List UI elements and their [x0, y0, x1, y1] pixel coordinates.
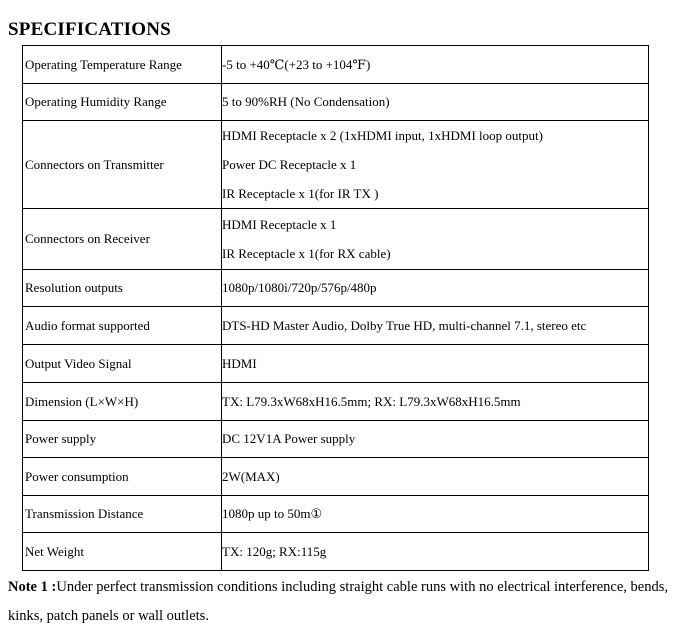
spec-value: Power DC Receptacle x 1: [222, 156, 357, 172]
spec-value: IR Receptacle x 1(for RX cable): [222, 245, 391, 261]
spec-value: -5 to +40℃(+23 to +104℉): [222, 56, 371, 72]
spec-label: Operating Temperature Range: [23, 46, 222, 84]
spec-value-cell: [222, 46, 649, 84]
spec-value: TX: 120g; RX:115g: [222, 543, 327, 559]
spec-row: [23, 209, 649, 270]
spec-label: Operating Humidity Range: [23, 84, 222, 121]
spec-row: [23, 496, 649, 533]
spec-label: Net Weight: [23, 533, 222, 571]
spec-value: 1080p/1080i/720p/576p/480p: [222, 280, 377, 295]
spec-row: [23, 345, 649, 383]
spec-label: Output Video Signal: [23, 345, 222, 383]
spec-row: [23, 458, 649, 496]
spec-value-cell: [222, 209, 649, 270]
spec-value: TX: L79.3xW68xH16.5mm; RX: L79.3xW68xH16.5mm: [222, 393, 521, 409]
footnote-text: Under perfect transmission conditions including straight cable runs with no electrical interference, bends, kinks, patch panels or wall outlets.: [8, 579, 668, 624]
spec-row: [23, 46, 649, 84]
spec-value-cell: [222, 84, 649, 121]
spec-label: Resolution outputs: [23, 270, 222, 307]
spec-label: Connectors on Transmitter: [23, 121, 222, 209]
spec-label: Dimension (L×W×H): [23, 383, 222, 421]
spec-label: Audio format supported: [23, 307, 222, 345]
spec-value: DTS-HD Master Audio, Dolby True HD, multi-channel 7.1, stereo etc: [222, 317, 587, 333]
spec-label: Transmission Distance: [23, 496, 222, 533]
spec-value-cell: [222, 345, 649, 383]
spec-row: [23, 421, 649, 458]
spec-value-cell: [222, 421, 649, 458]
page-title: SPECIFICATIONS: [8, 19, 171, 40]
spec-row: [23, 307, 649, 345]
spec-value-cell: [222, 458, 649, 496]
footnote: [8, 573, 668, 631]
spec-value: 1080p up to 50m①: [222, 506, 323, 521]
spec-value: 5 to 90%RH (No Condensation): [222, 94, 390, 109]
spec-value-cell: [222, 307, 649, 345]
spec-value-cell: [222, 121, 649, 209]
spec-row: [23, 533, 649, 571]
spec-label: Power consumption: [23, 458, 222, 496]
spec-row: [23, 270, 649, 307]
spec-value: DC 12V1A Power supply: [222, 431, 356, 446]
spec-value: IR Receptacle x 1(for IR TX ): [222, 185, 379, 201]
spec-value-cell: [222, 270, 649, 307]
spec-row: [23, 383, 649, 421]
specifications-table-body: [23, 46, 649, 571]
specifications-table: [22, 45, 649, 571]
spec-value: HDMI: [222, 355, 257, 371]
spec-row: [23, 84, 649, 121]
spec-label: Connectors on Receiver: [23, 209, 222, 270]
spec-row: [23, 121, 649, 209]
spec-label: Power supply: [23, 421, 222, 458]
spec-value-cell: [222, 496, 649, 533]
spec-value: 2W(MAX): [222, 468, 280, 484]
spec-value-cell: [222, 383, 649, 421]
footnote-label: Note 1 :: [8, 579, 57, 595]
spec-value: HDMI Receptacle x 1: [222, 216, 337, 232]
spec-value: HDMI Receptacle x 2 (1xHDMI input, 1xHDMI loop output): [222, 127, 543, 143]
spec-value-cell: [222, 533, 649, 571]
